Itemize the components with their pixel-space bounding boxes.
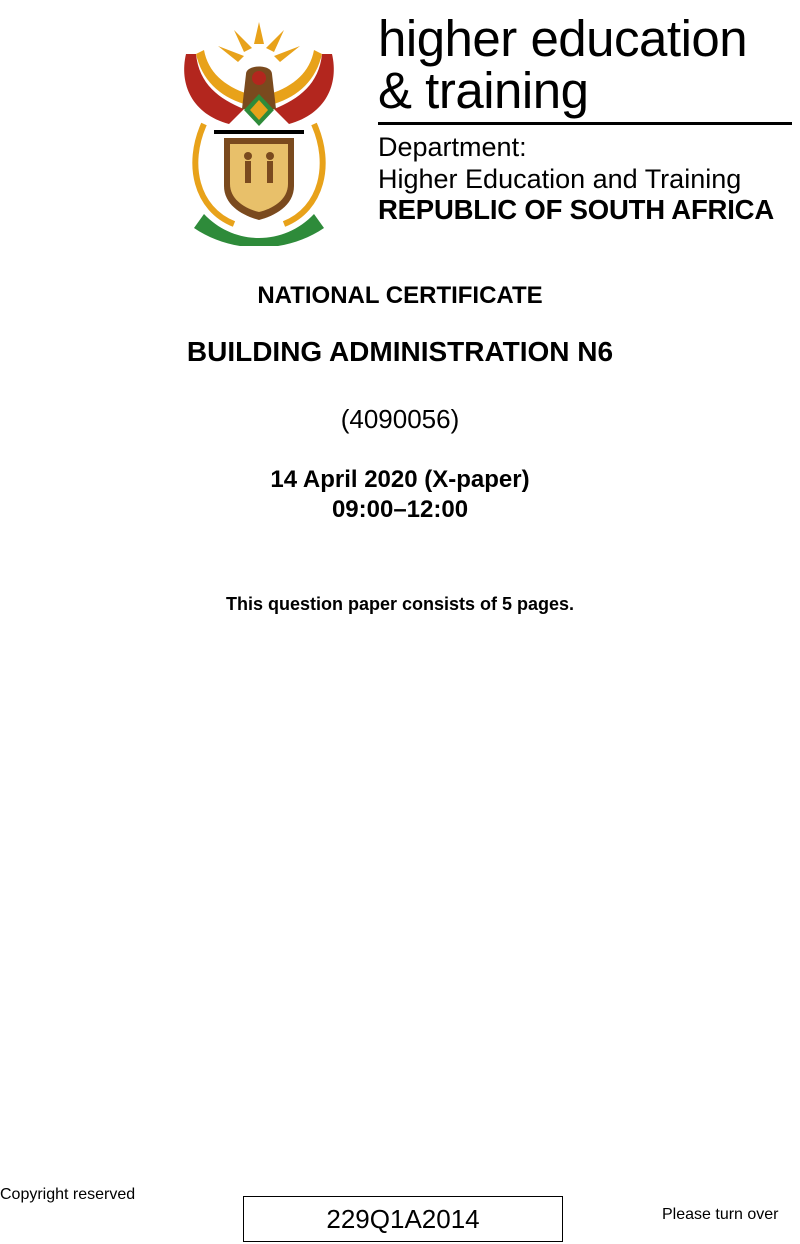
- copyright-notice: Copyright reserved: [0, 1186, 136, 1203]
- sun-rays: [218, 22, 300, 62]
- brand-divider: [378, 122, 792, 125]
- turn-over-note: Please turn over: [662, 1206, 779, 1223]
- department-label: Department:: [378, 132, 527, 162]
- exam-date: 14 April 2020 (X-paper): [270, 466, 530, 493]
- paper-code-box: 229Q1A2014: [243, 1196, 563, 1242]
- subject-code: (4090056): [340, 404, 460, 434]
- pages-note: This question paper consists of 5 pages.: [225, 594, 575, 614]
- subject-title: BUILDING ADMINISTRATION N6: [186, 336, 614, 367]
- brand-title-line1: higher education: [378, 10, 748, 67]
- country-name: REPUBLIC OF SOUTH AFRICA: [378, 194, 774, 225]
- exam-time: 09:00–12:00: [331, 496, 469, 523]
- certificate-title: NATIONAL CERTIFICATE: [257, 282, 543, 309]
- coat-of-arms-logo: [174, 14, 344, 246]
- department-name: Higher Education and Training: [378, 164, 742, 194]
- brand-title-line2: & training: [378, 62, 589, 119]
